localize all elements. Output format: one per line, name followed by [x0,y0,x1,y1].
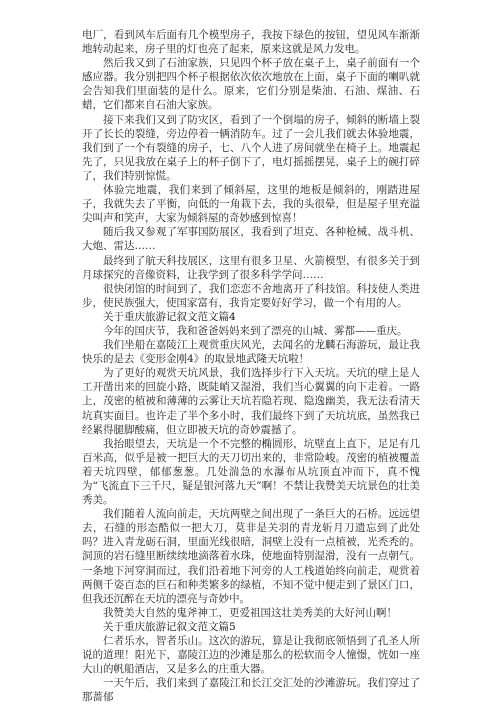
body-paragraph: 随后我又参观了军事国防展区，我看到了坦克、各种枪械、战斗机、大炮、雷达…… [82,226,420,253]
body-paragraph: 然后我又到了石油家族，只见四个杯子放在桌子上，桌子前面有一个感应器。我分别把四个杯子根据依次依次地放在上面，桌子下面的喇叭就会告知我们里面装的是什么。原来，它们分别是柴油、石油、煤油、石蜡，它们都来自石油大家族。 [82,57,420,112]
body-paragraph: 我们随着人流向前走，天坑两壁之间出现了一条巨大的石桥。远远望去，石缝的形态酷似一把大刀，莫非是关羽的青龙斩月刀遗忘到了此处吗？进入青龙砺石洞，里面光线很暗，洞壁上没有一点植被，光秃秃的。洞顶的岩石缝里断续续地滴落着水珠，使地面特别湿滑，没有一点朝气。一条地下河穿洞而过，我们沿着地下河旁的人工栈道始终向前走，观赏着两侧千姿百态的巨石和种类繁多的绿植，不知不觉中便走到了景区门口，但我还沉醉在天坑的漂亮与奇妙中。 [82,508,420,605]
body-paragraph: 我们坐船在嘉陵江上观赏重庆风光，去闻名的龙麟石海游玩，最让我快乐的是去《变形金刚4》的取景地武隆天坑啦！ [82,339,420,366]
body-paragraph: 接下来我们又到了防灾区，看到了一个倒塌的房子，倾斜的断墙上裂开了长长的裂缝，旁边停着一辆消防车。过了一会儿我们就去体验地震，我们到了一个有裂缝的房子，七、八个人进了房间就坐在椅子上。地震起先了，只见我放在桌子上的杯子倒下了，电灯摇摇摆晃，桌子上的碗打碎了，我们特别惊慌。 [82,113,420,182]
body-paragraph: 一天午后，我们来到了嘉陵江和长江交汇处的沙滩游玩。我们穿过了那蔷郁 [82,677,420,704]
body-paragraph: 很快闭馆的时间到了，我们恋恋不舍地离开了科技馆。科技使人类进步，使民族强大，使国家富有，我肯定要好好学习，做一个有用的人。 [82,282,420,309]
body-paragraph: 仁者乐水，智者乐山。这次的游玩，算是让我彻底领悟到了孔圣人所说的道理！阳光下，嘉陵江边的沙滩是那么的松软而令人憧憬，恍如一座大山的帆船酒店，又是多么的庄重大器。 [82,635,420,676]
body-paragraph: 我赞美大自然的鬼斧神工，更爱祖国这壮美秀美的大好河山啊！ [103,606,397,619]
section-heading: 关于重庆旅游记叙文范文篇5 [103,620,236,633]
body-paragraph: 最终到了航天科技展区，这里有很多卫星、火箭模型，有很多关于到月球探究的音像资料，让我学到了很多科学学问…… [82,254,420,281]
body-paragraph: 今年的国庆节，我和爸爸妈妈来到了漂亮的山城、雾都——重庆。 [103,324,408,337]
body-paragraph: 为了更好的观赏天坑风景，我们选择步行下入天坑。天坑的壁上是人工开凿出来的回旋小路，既陡峭又湿滑，我们当心翼翼的向下走着。一路上，茂密的植被和薄薄的云雾让天坑若隐若现、隐逸幽美，我无法看清天坑真实面目。也许走了半个多小时，我们最终下到了天坑坑底，虽然我已经累得腿脚酸痛，但立即被天坑的奇妙震撼了。 [82,367,420,436]
body-paragraph: 我抬眼望去，天坑是一个不完整的椭圆形，坑壁直上直下，足足有几百米高，似乎是被一把巨大的天刀切出来的，非常险峻。茂密的植被覆盖着天坑四壁，郁郁葱葱。几处湍急的水瀑布从坑顶直冲而下，真不愧为“飞流直下三千尺，疑是银河落九天”啊！不禁让我赞美天坑景色的壮美秀美。 [82,437,420,507]
document-page [82,28,420,705]
section-heading: 关于重庆旅游记叙文范文篇4 [103,310,236,323]
body-paragraph: 电厂，看到风车后面有几个模型房子，我按下绿色的按钮，望见风车渐渐地转动起来，房子里的灯也亮了起来，原来这就是风力发电。 [82,29,420,56]
body-paragraph: 体验完地震，我们来到了倾斜屋，这里的地板是倾斜的，刚踏进屋子，我就失去了平衡，向低的一角栽下去，我的头很晕，但是屋子里充溢尖叫声和笑声，大家为倾斜屋的奇妙感到惊喜！ [82,184,420,225]
